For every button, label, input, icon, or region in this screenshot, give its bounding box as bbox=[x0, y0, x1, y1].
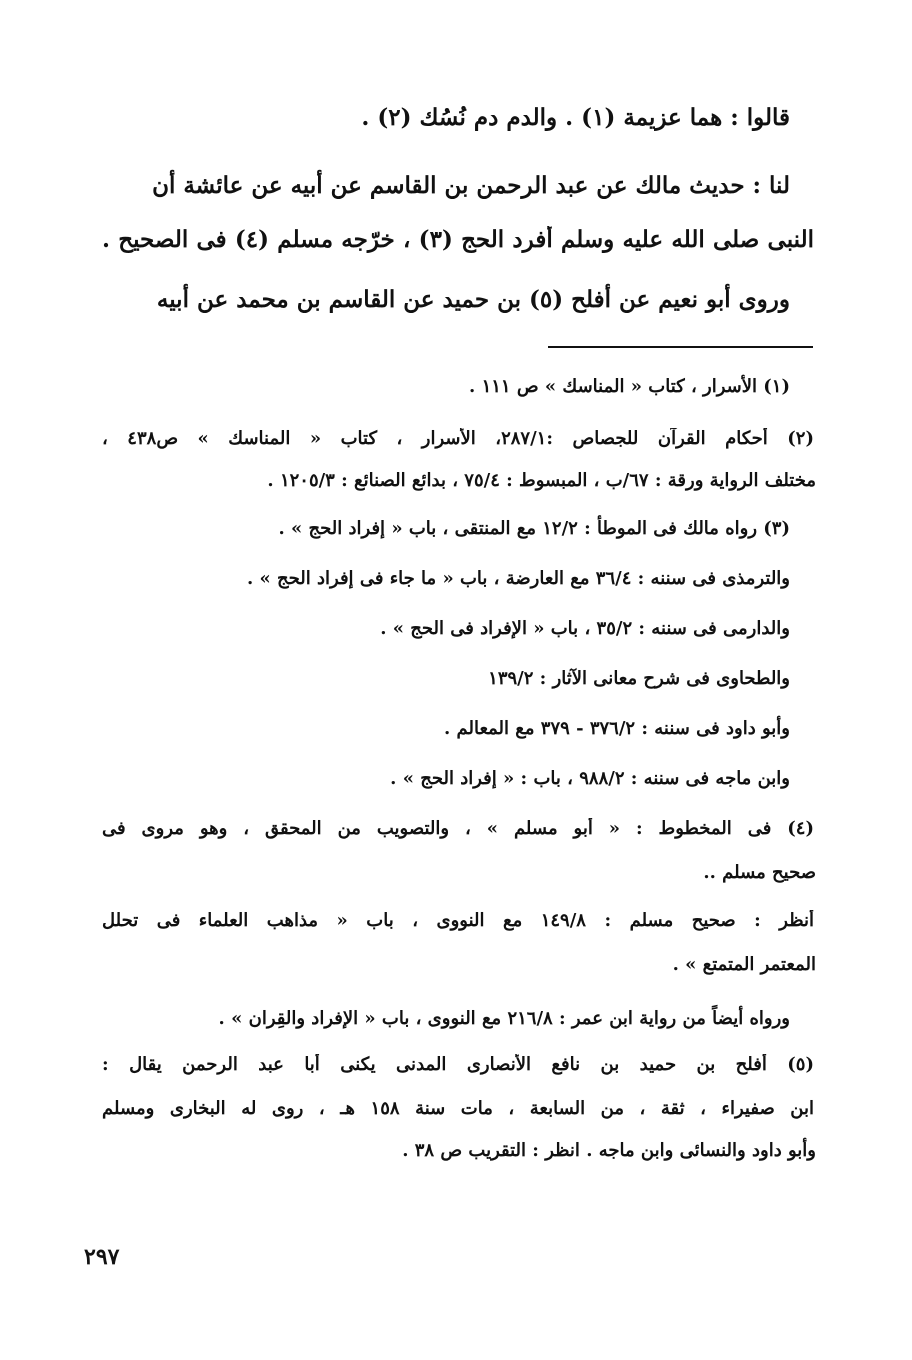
footnote-line-4: (٣) رواه مالك فى الموطأ : ١٢/٢ مع المنتقى ، باب « إفراد الحج » . bbox=[278, 518, 790, 539]
footnote-line-10: (٤) فى المخطوط : « أبو مسلم » ، والتصويب من المحقق ، وهو مروى فى bbox=[102, 818, 814, 839]
footnote-line-3: مختلف الرواية ورقة : ٦٧/ب ، المبسوط : ٧٥/٤ ، بدائع الصنائع : ١٢٠٥/٣ . bbox=[267, 470, 816, 491]
footnote-line-9: وابن ماجه فى سننه : ٩٨٨/٢ ، باب : « إفراد الحج » . bbox=[390, 768, 790, 789]
footnote-line-5: والترمذى فى سننه : ٣٦/٤ مع العارضة ، باب « ما جاء فى إفراد الحج » . bbox=[246, 568, 790, 589]
footnote-line-2: (٢) أحكام القرآن للجصاص :٢٨٧/١، الأسرار ، كتاب « المناسك » ص٤٣٨ ، bbox=[102, 428, 814, 449]
footnote-separator bbox=[548, 346, 813, 348]
footnote-line-13: المعتمر المتمتع » . bbox=[672, 954, 816, 975]
footnote-line-16: ابن صفيراء ، ثقة ، من السابعة ، مات سنة ١٥٨ هـ ، روى له البخارى ومسلم bbox=[102, 1098, 814, 1119]
body-line-2: لنا : حديث مالك عن عبد الرحمن بن القاسم عن أبيه عن عائشة أن bbox=[152, 172, 790, 199]
page-number: ٢٩٧ bbox=[84, 1244, 120, 1270]
footnote-line-11: صحيح مسلم .. bbox=[703, 862, 816, 883]
footnote-line-14: ورواه أيضاً من رواية ابن عمر : ٢١٦/٨ مع النووى ، باب « الإفراد والقِران » . bbox=[218, 1008, 790, 1029]
footnote-line-15: (٥) أفلح بن حميد بن نافع الأنصارى المدنى يكنى أبا عبد الرحمن يقال : bbox=[102, 1054, 814, 1075]
body-line-1: قالوا : هما عزيمة (١) . والدم دم نُسُك (٢) . bbox=[361, 104, 790, 131]
footnote-line-1: (١) الأسرار ، كتاب « المناسك » ص ١١١ . bbox=[469, 376, 790, 397]
footnote-line-17: وأبو داود والنسائى وابن ماجه . انظر : التقريب ص ٣٨ . bbox=[402, 1140, 816, 1161]
footnote-line-12: أنظر : صحيح مسلم : ١٤٩/٨ مع النووى ، باب « مذاهب العلماء فى تحلل bbox=[102, 910, 814, 931]
footnote-line-7: والطحاوى فى شرح معانى الآثار : ١٣٩/٢ bbox=[488, 668, 790, 689]
footnote-line-6: والدارمى فى سننه : ٣٥/٢ ، باب « الإفراد فى الحج » . bbox=[380, 618, 790, 639]
body-line-3: النبى صلى الله عليه وسلم أفرد الحج (٣) ، خرّجه مسلم (٤) فى الصحيح . bbox=[102, 226, 814, 253]
footnote-line-8: وأبو داود فى سننه : ٣٧٦/٢ - ٣٧٩ مع المعالم . bbox=[443, 718, 790, 739]
body-line-4: وروى أبو نعيم عن أفلح (٥) بن حميد عن القاسم بن محمد عن أبيه bbox=[156, 286, 790, 313]
